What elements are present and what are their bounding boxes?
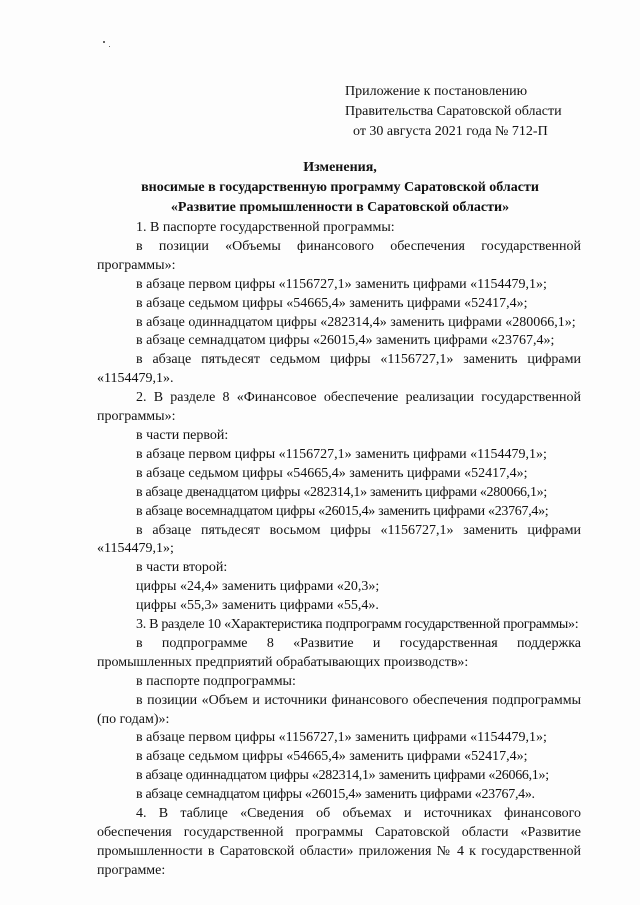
title-line: «Развитие промышленности в Саратовской области»: [170, 200, 510, 215]
paragraph: в абзаце пятьдесят седьмом цифры «1156727,1» заменить цифрами «1154479,1».: [97, 352, 581, 387]
paragraph: 4. В таблице «Сведения об объемах и источниках финансового обеспечения государственной программы Саратовской области «Развитие промышленности в Саратовской области» приложения № 4 к государственной программе:: [97, 806, 581, 878]
document-title: [97, 158, 583, 218]
paragraph: в абзаце одиннадцатом цифры «282314,4» заменить цифрами «280066,1»;: [136, 314, 576, 330]
paragraph: в абзаце восемнадцатом цифры «26015,4» заменить цифрами «23767,4»;: [136, 503, 549, 519]
paragraph: в абзаце семнадцатом цифры «26015,4» заменить цифрами «23767,4».: [136, 787, 535, 803]
paragraph: в подпрограмме 8 «Развитие и государственная поддержка промышленных предприятий обрабатывающих производств»:: [97, 635, 581, 670]
header-line: Приложение к постановлению: [345, 84, 528, 99]
paragraph: в абзаце первом цифры «1156727,1» заменить цифрами «1154479,1»;: [136, 730, 547, 746]
document-header: [345, 82, 590, 142]
paragraph: в абзаце семнадцатом цифры «26015,4» заменить цифрами «23767,4»;: [136, 333, 555, 349]
paragraph: в части второй:: [136, 560, 228, 576]
paragraph: в абзаце седьмом цифры «54665,4» заменить цифрами «52417,4»;: [136, 295, 528, 311]
title-line: вносимые в государственную программу Саратовской области: [141, 180, 539, 195]
paragraph: в абзаце седьмом цифры «54665,4» заменить цифрами «52417,4»;: [136, 749, 528, 765]
header-line: Правительства Саратовской области: [345, 104, 562, 119]
paragraph: в абзаце пятьдесят восьмом цифры «1156727,1» заменить цифрами «1154479,1»;: [97, 522, 581, 557]
paragraph: цифры «55,3» заменить цифрами «55,4».: [136, 598, 379, 614]
header-line: от 30 августа 2021 года № 712-П: [353, 124, 548, 139]
paragraph: в части первой:: [136, 427, 229, 443]
paragraph: 3. В разделе 10 «Характеристика подпрограмм государственной программы»:: [136, 617, 579, 633]
document-body: [97, 219, 581, 881]
paragraph: в паспорте подпрограммы:: [136, 673, 296, 689]
title-line: Изменения,: [303, 160, 377, 175]
scan-speck: [109, 46, 110, 47]
paragraph: в абзаце первом цифры «1156727,1» заменить цифрами «1154479,1»;: [136, 446, 547, 462]
paragraph: в абзаце одиннадцатом цифры «282314,1» заменить цифрами «26066,1»;: [136, 768, 549, 784]
paragraph: в абзаце первом цифры «1156727,1» заменить цифрами «1154479,1»;: [136, 276, 547, 292]
paragraph: цифры «24,4» заменить цифрами «20,3»;: [136, 579, 380, 595]
paragraph: 1. В паспорте государственной программы:: [136, 220, 395, 235]
paragraph: 2. В разделе 8 «Финансовое обеспечение реализации государственной программы»:: [97, 390, 581, 425]
paragraph: в абзаце двенадцатом цифры «282314,1» заменить цифрами «280066,1»;: [136, 484, 547, 500]
paragraph: в позиции «Объемы финансового обеспечения государственной программы»:: [97, 238, 581, 273]
paragraph: в абзаце седьмом цифры «54665,4» заменить цифрами «52417,4»;: [136, 465, 528, 481]
paragraph: в позиции «Объем и источники финансового обеспечения подпрограммы (по годам)»:: [97, 692, 581, 727]
scan-speck: [103, 41, 105, 43]
